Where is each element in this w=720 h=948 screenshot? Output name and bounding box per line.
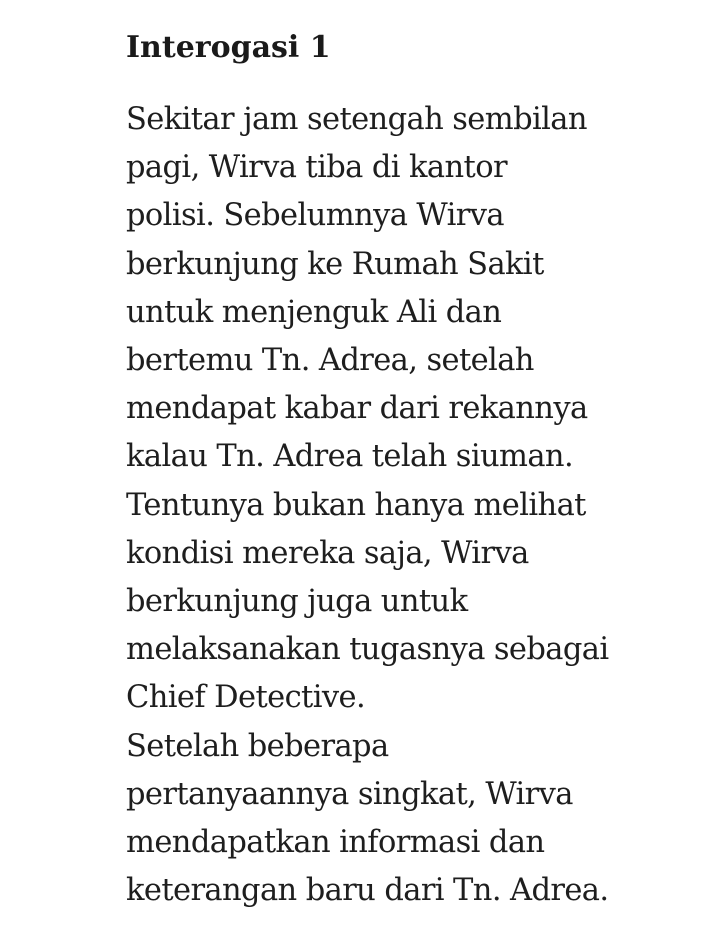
story-line: pagi, Wirva tiba di kantor bbox=[126, 150, 507, 186]
story-line: melaksanakan tugasnya sebagai bbox=[126, 632, 609, 668]
story-line: polisi. Sebelumnya Wirva bbox=[126, 198, 504, 234]
story-line: kondisi mereka saja, Wirva bbox=[126, 535, 529, 571]
story-body bbox=[126, 96, 686, 915]
reading-page bbox=[126, 26, 686, 915]
story-line: kalau Tn. Adrea telah siuman. bbox=[126, 439, 574, 475]
story-line: pertanyaannya singkat, Wirva bbox=[126, 776, 573, 812]
story-line: bertemu Tn. Adrea, setelah bbox=[126, 343, 534, 379]
story-line: Chief Detective. bbox=[126, 680, 366, 716]
chapter-title: Interogasi 1 bbox=[126, 30, 331, 65]
story-line: untuk menjenguk Ali dan bbox=[126, 294, 502, 330]
story-line: Sekitar jam setengah sembilan bbox=[126, 102, 587, 137]
story-line: mendapat kabar dari rekannya bbox=[126, 391, 588, 427]
story-line: Setelah beberapa bbox=[126, 728, 389, 764]
story-line: mendapatkan informasi dan bbox=[126, 825, 545, 861]
story-line: berkunjung ke Rumah Sakit bbox=[126, 246, 544, 282]
story-line: berkunjung juga untuk bbox=[126, 584, 468, 620]
story-line: keterangan baru dari Tn. Adrea. bbox=[126, 873, 609, 909]
story-line: Tentunya bukan hanya melihat bbox=[126, 487, 586, 523]
